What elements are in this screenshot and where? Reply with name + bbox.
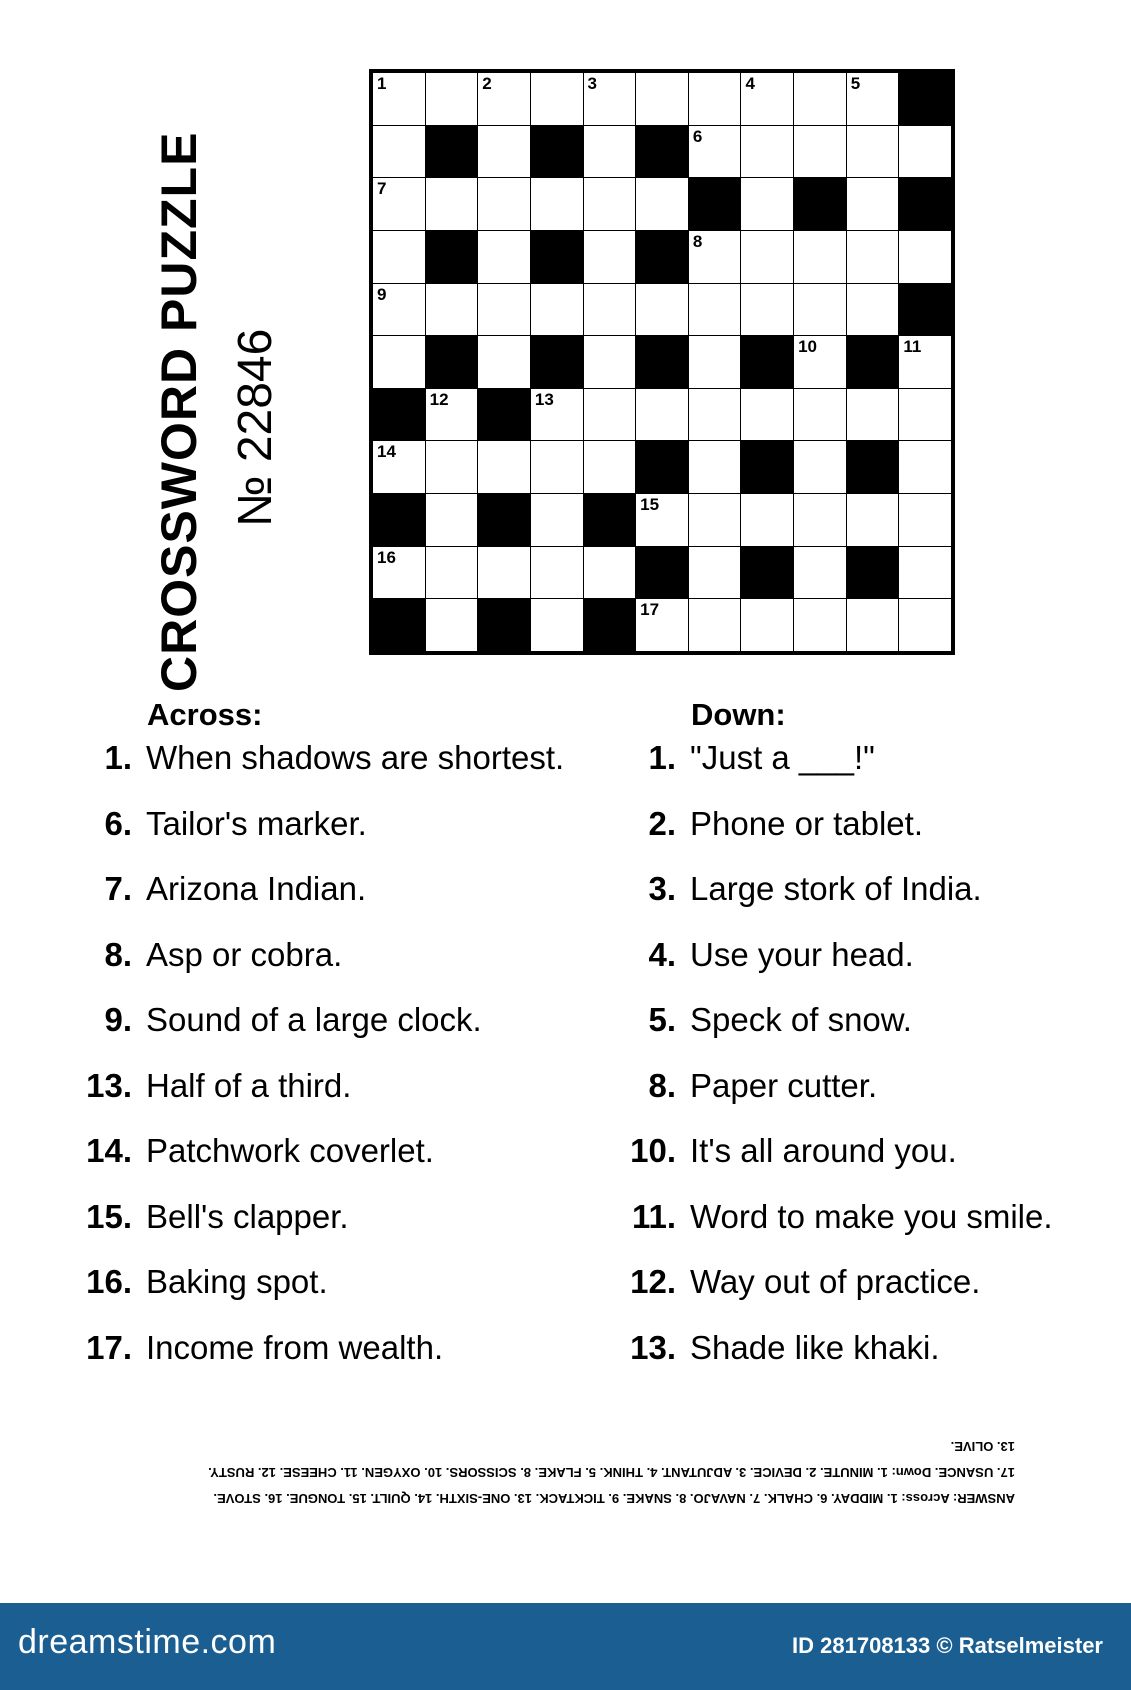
clue-text: Baking spot.: [146, 1263, 328, 1300]
cell-number: 4: [745, 74, 755, 93]
grid-cell[interactable]: [478, 73, 530, 125]
grid-cell[interactable]: [847, 599, 899, 651]
grid-cell[interactable]: [478, 284, 530, 336]
down-clues: [584, 697, 1124, 1394]
grid-cell[interactable]: [899, 336, 951, 388]
clue-text: Phone or tablet.: [690, 804, 923, 842]
across-clue: [40, 870, 580, 936]
cell-number: 17: [640, 600, 660, 620]
grid-cell[interactable]: [531, 178, 583, 230]
grid-cell[interactable]: [373, 336, 425, 388]
grid-cell[interactable]: [899, 231, 951, 283]
across-clue: [40, 1263, 580, 1329]
grid-cell[interactable]: [373, 126, 425, 178]
cell-number: 6: [692, 126, 703, 146]
grid-cell[interactable]: [531, 73, 583, 125]
grid-cell[interactable]: [584, 389, 636, 441]
grid-cell[interactable]: [426, 73, 478, 125]
grid-cell[interactable]: [689, 231, 741, 283]
grid-cell[interactable]: [741, 73, 793, 125]
clue-text: Half of a third.: [146, 1066, 352, 1104]
cell-number: 13: [534, 389, 554, 409]
black-cell: [741, 336, 793, 388]
brand-logo: dreamstime.com: [18, 1623, 277, 1661]
clue-number: 13.: [86, 1066, 132, 1104]
down-clue: [584, 1263, 1124, 1329]
cell-number: 16: [377, 547, 396, 567]
grid-cell[interactable]: [373, 441, 425, 493]
grid-cell[interactable]: [636, 389, 688, 441]
grid-cell[interactable]: [794, 284, 846, 336]
grid-cell[interactable]: [531, 389, 583, 441]
grid-cell[interactable]: [531, 599, 583, 651]
clue-text: Bell's clapper.: [146, 1197, 349, 1235]
cell-number: 3: [587, 74, 597, 93]
black-cell: [426, 336, 478, 388]
across-clue: [40, 739, 580, 805]
grid-cell[interactable]: [741, 389, 793, 441]
answer-line: 13. OLIVE.: [950, 1439, 1015, 1454]
grid-cell[interactable]: [373, 178, 425, 230]
grid-cell[interactable]: [689, 599, 741, 651]
grid-cell[interactable]: [794, 336, 846, 388]
clue-number: 14.: [86, 1132, 132, 1169]
black-cell: [531, 336, 583, 388]
grid-cell[interactable]: [373, 284, 425, 336]
black-cell: [636, 126, 688, 178]
grid-cell[interactable]: [531, 494, 583, 546]
grid-cell[interactable]: [478, 231, 530, 283]
grid-cell[interactable]: [847, 389, 899, 441]
clue-number: 17.: [86, 1328, 132, 1366]
grid-cell[interactable]: [478, 336, 530, 388]
clue-text: Tailor's marker.: [146, 804, 367, 842]
grid-cell[interactable]: [531, 547, 583, 599]
black-cell: [478, 389, 530, 441]
grid-cell[interactable]: [899, 599, 951, 651]
clue-text: When shadows are shortest.: [146, 739, 565, 776]
down-clue: [584, 805, 1124, 871]
grid-cell[interactable]: [689, 126, 741, 178]
grid-cell[interactable]: [689, 284, 741, 336]
grid-cell[interactable]: [794, 599, 846, 651]
grid-cell[interactable]: [847, 494, 899, 546]
grid-cell[interactable]: [899, 389, 951, 441]
grid-cell[interactable]: [847, 284, 899, 336]
down-clue: [584, 739, 1124, 805]
black-cell: [636, 336, 688, 388]
clue-number: 11.: [631, 1197, 676, 1235]
grid-cell[interactable]: [426, 441, 478, 493]
black-cell: [636, 441, 688, 493]
grid-cell[interactable]: [426, 284, 478, 336]
grid-cell[interactable]: [899, 441, 951, 493]
clue-number: 8.: [104, 935, 132, 973]
grid-cell[interactable]: [426, 599, 478, 651]
answer-key: [100, 1433, 1015, 1511]
grid-cell[interactable]: [478, 126, 530, 178]
clue-text: Way out of practice.: [690, 1263, 981, 1300]
cell-number: 14: [377, 442, 396, 462]
grid-cell[interactable]: [899, 494, 951, 546]
clue-number: 8.: [648, 1066, 676, 1104]
grid-cell[interactable]: [847, 231, 899, 283]
cell-number: 7: [377, 179, 387, 199]
grid-cell[interactable]: [689, 336, 741, 388]
clue-text: Patchwork coverlet.: [146, 1132, 434, 1169]
cell-number: 5: [850, 74, 861, 93]
grid-cell[interactable]: [373, 231, 425, 283]
grid-cell[interactable]: [689, 494, 741, 546]
grid-cell[interactable]: [478, 441, 530, 493]
black-cell: [584, 599, 636, 651]
answer-line: ANSWER: Across: 1. MIDDAY. 6. CHALK. 7. NAVAJO. 8. SNAKE. 9. TICKTACK. 13. ONE-SIXTH. 14. QUILT. 15. TONGUE. 16. STOVE.: [213, 1491, 1015, 1506]
black-cell: [426, 126, 478, 178]
black-cell: [899, 284, 951, 336]
grid-cell[interactable]: [584, 231, 636, 283]
down-clue: [584, 1329, 1124, 1395]
grid-cell[interactable]: [794, 231, 846, 283]
grid-cell[interactable]: [794, 441, 846, 493]
cell-number: 12: [429, 389, 449, 409]
black-cell: [478, 599, 530, 651]
grid-cell[interactable]: [584, 73, 636, 125]
clue-text: Asp or cobra.: [146, 935, 343, 973]
black-cell: [373, 494, 425, 546]
grid-cell[interactable]: [636, 73, 688, 125]
black-cell: [847, 441, 899, 493]
grid-cell[interactable]: [584, 284, 636, 336]
black-cell: [426, 231, 478, 283]
black-cell: [531, 126, 583, 178]
grid-cell[interactable]: [584, 547, 636, 599]
grid-cell[interactable]: [794, 389, 846, 441]
down-clue: [584, 1001, 1124, 1067]
clue-text: Large stork of India.: [690, 870, 982, 907]
down-clue: [584, 870, 1124, 936]
clue-number: 1.: [104, 739, 132, 776]
down-clue: [584, 1132, 1124, 1198]
grid-cell[interactable]: [847, 73, 899, 125]
grid-cell[interactable]: [689, 547, 741, 599]
grid-cell[interactable]: [741, 231, 793, 283]
clue-text: It's all around you.: [690, 1132, 957, 1169]
down-clue: [584, 1198, 1124, 1264]
clue-number: 12.: [630, 1263, 676, 1300]
clue-text: Shade like khaki.: [690, 1328, 940, 1366]
clue-number: 3.: [648, 870, 676, 907]
puzzle-number: № 22846: [229, 328, 282, 527]
grid-cell[interactable]: [531, 441, 583, 493]
grid-cell[interactable]: [636, 599, 688, 651]
grid-cell[interactable]: [741, 284, 793, 336]
across-clue: [40, 936, 580, 1002]
grid-cell[interactable]: [899, 547, 951, 599]
grid-cell[interactable]: [373, 547, 425, 599]
answer-line: 17. USANCE. Down: 1. MINUTE. 2. DEVICE. 3. ADJUTANT. 4. THINK. 5. FLAKE. 8. SCISSORS. 10. OXYGEN. 11. CHEESE. 12. RUSTY.: [208, 1465, 1015, 1480]
grid-cell[interactable]: [636, 494, 688, 546]
black-cell: [899, 73, 951, 125]
clue-number: 6.: [104, 804, 132, 842]
across-clue: [40, 1198, 580, 1264]
cell-number: 15: [640, 495, 660, 515]
grid-cell[interactable]: [426, 547, 478, 599]
clue-number: 4.: [648, 935, 676, 973]
grid-cell[interactable]: [741, 178, 793, 230]
clue-text: Income from wealth.: [146, 1328, 444, 1366]
clue-number: 10.: [630, 1132, 676, 1169]
clue-number: 13.: [630, 1328, 676, 1366]
black-cell: [689, 178, 741, 230]
black-cell: [847, 336, 899, 388]
clue-number: 9.: [104, 1001, 132, 1038]
black-cell: [373, 599, 425, 651]
grid-cell[interactable]: [426, 389, 478, 441]
down-clue: [584, 1067, 1124, 1133]
footer-bar: [0, 1603, 1131, 1690]
grid-cell[interactable]: [794, 73, 846, 125]
clue-text: "Just a ___!": [690, 739, 875, 776]
grid-cell[interactable]: [584, 441, 636, 493]
clue-number: 1.: [648, 739, 676, 776]
black-cell: [531, 231, 583, 283]
black-cell: [478, 494, 530, 546]
grid-cell[interactable]: [689, 73, 741, 125]
grid-cell[interactable]: [373, 73, 425, 125]
grid-cell[interactable]: [794, 547, 846, 599]
clue-number: 7.: [104, 870, 132, 907]
black-cell: [636, 231, 688, 283]
black-cell: [794, 178, 846, 230]
clue-text: Paper cutter.: [690, 1066, 878, 1104]
crossword-grid: [369, 69, 955, 655]
clue-number: 15.: [86, 1197, 132, 1235]
clue-number: 16.: [86, 1263, 132, 1300]
grid-cell[interactable]: [741, 599, 793, 651]
black-cell: [636, 547, 688, 599]
grid-cell[interactable]: [636, 284, 688, 336]
black-cell: [847, 547, 899, 599]
grid-cell[interactable]: [794, 126, 846, 178]
grid-cell[interactable]: [478, 547, 530, 599]
down-clue: [584, 936, 1124, 1002]
across-clues: [40, 697, 580, 1394]
across-clue: [40, 1001, 580, 1067]
clue-text: Speck of snow.: [690, 1001, 912, 1038]
black-cell: [373, 389, 425, 441]
black-cell: [741, 441, 793, 493]
across-clue: [40, 1067, 580, 1133]
black-cell: [899, 178, 951, 230]
clue-text: Arizona Indian.: [146, 870, 367, 907]
grid-cell[interactable]: [741, 126, 793, 178]
grid-cell[interactable]: [478, 178, 530, 230]
across-heading: Across:: [147, 697, 263, 732]
image-credit: ID 281708133 © Ratselmeister: [792, 1633, 1103, 1658]
cell-number: 1: [377, 74, 387, 93]
grid-cell[interactable]: [584, 126, 636, 178]
grid-cell[interactable]: [794, 494, 846, 546]
clue-text: Word to make you smile.: [690, 1197, 1053, 1235]
cell-number: 8: [692, 231, 703, 251]
cell-number: 9: [377, 284, 387, 304]
grid-cell[interactable]: [636, 178, 688, 230]
across-clue: [40, 1132, 580, 1198]
cell-number: 11: [903, 337, 922, 357]
title-block: [150, 60, 282, 692]
clue-text: Sound of a large clock.: [146, 1001, 482, 1038]
black-cell: [584, 494, 636, 546]
clue-number: 5.: [648, 1001, 676, 1038]
clue-text: Use your head.: [690, 935, 914, 973]
grid-cell[interactable]: [899, 126, 951, 178]
cell-number: 10: [798, 337, 817, 357]
grid-cell[interactable]: [847, 178, 899, 230]
grid-cell[interactable]: [847, 126, 899, 178]
clue-number: 2.: [648, 804, 676, 842]
grid-cell[interactable]: [426, 494, 478, 546]
across-clue: [40, 805, 580, 871]
grid-cell[interactable]: [531, 284, 583, 336]
black-cell: [741, 547, 793, 599]
puzzle-title: CROSSWORD PUZZLE: [151, 131, 207, 692]
grid-cell[interactable]: [689, 441, 741, 493]
grid-cell[interactable]: [689, 389, 741, 441]
grid-cell[interactable]: [584, 336, 636, 388]
cell-number: 2: [482, 74, 492, 93]
grid-cell[interactable]: [426, 178, 478, 230]
grid-cell[interactable]: [741, 494, 793, 546]
grid-cell[interactable]: [584, 178, 636, 230]
across-clue: [40, 1329, 580, 1395]
down-heading: Down:: [691, 697, 786, 732]
